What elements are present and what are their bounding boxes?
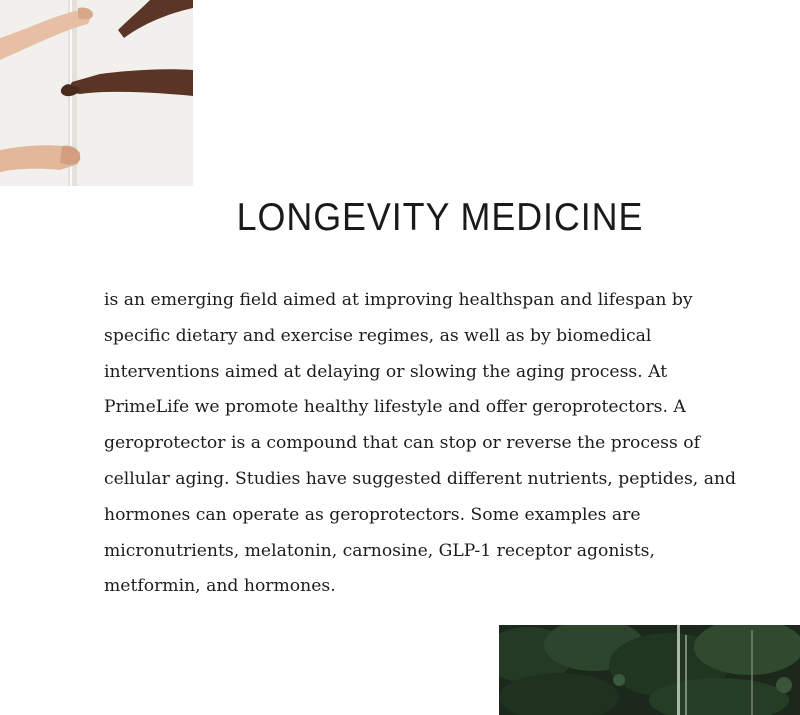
page-title: LONGEVITY MEDICINE: [236, 196, 644, 239]
body-paragraph: is an emerging field aimed at improving healthspan and lifespan by specific dietary and exercise regimes, as well as by biomedical interventions aimed at delaying or slowing the aging process. At PrimeLife we promote healthy lifestyle and offer geroprotectors. A geroprotector is a compound that can stop or reverse the process of cellular aging. Studies have suggested different nutrients, peptides, and hormones can operate as geroprotectors. Some examples are micronutrients, melatonin, carnosine, GLP-1 receptor agonists, metformin, and hormones.: [104, 290, 737, 597]
hands-photo: [0, 0, 193, 186]
forest-photo: [499, 625, 800, 715]
forest-photo-illustration: [499, 625, 800, 715]
hands-photo-illustration: [0, 0, 193, 186]
